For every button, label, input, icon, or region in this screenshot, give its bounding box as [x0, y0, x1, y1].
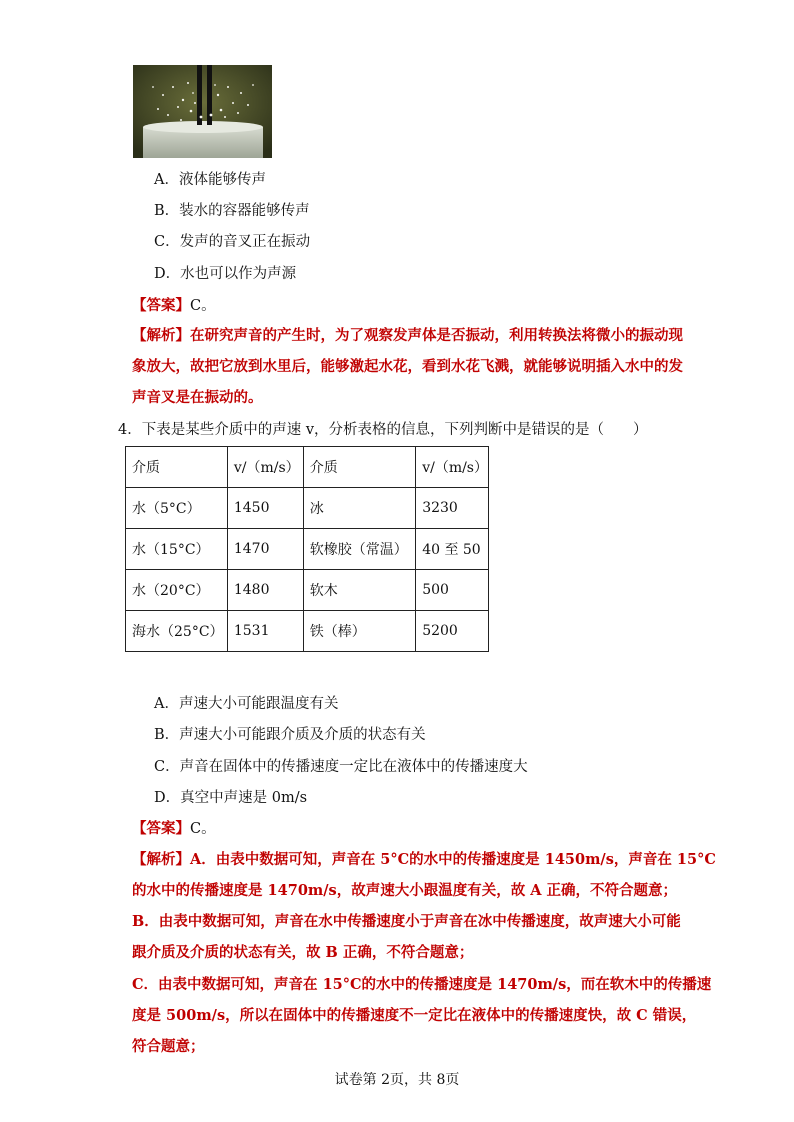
q4-analysis-line-5: C．由表中数据可知，声音在 15°C的水中的传播速度是 1470m/s，而在软木中的传播速 [132, 976, 712, 993]
header-cell: v/（m/s） [416, 447, 489, 488]
table-cell: 3230 [416, 488, 489, 529]
table-cell: 水（15°C） [126, 529, 228, 570]
q3-option-c: C．发声的音叉正在振动 [154, 234, 311, 250]
table-cell: 1470 [227, 529, 303, 570]
answer-tag: 【答案】 [132, 820, 190, 837]
q3-option-a: A．液体能够传声 [154, 172, 266, 188]
page-footer: 试卷第 2页，共 8页 [334, 1072, 460, 1088]
table-cell: 冰 [303, 488, 415, 529]
table-cell: 水（20°C） [126, 570, 228, 611]
answer-tag: 【答案】 [132, 297, 190, 314]
table-cell: 水（5°C） [126, 488, 228, 529]
table-cell: 5200 [416, 611, 489, 652]
table-cell: 铁（棒） [303, 611, 415, 652]
table-cell: 软木 [303, 570, 415, 611]
q4-option-c: C．声音在固体中的传播速度一定比在液体中的传播速度大 [154, 759, 528, 775]
q4-answer [132, 819, 216, 839]
table-cell: 海水（25°C） [126, 611, 228, 652]
table-cell: 40 至 50 [416, 529, 489, 570]
header-cell: 介质 [126, 447, 228, 488]
q4-stem: 4．下表是某些介质中的声速 v，分析表格的信息，下列判断中是错误的是（ ） [118, 422, 648, 438]
table-cell: 500 [416, 570, 489, 611]
q3-analysis-line-1: 【解析】在研究声音的产生时，为了观察发声体是否振动，利用转换法将微小的振动现 [132, 327, 683, 344]
table-cell: 软橡胶（常温） [303, 529, 415, 570]
q4-analysis-line-4: 跟介质及介质的状态有关，故 B 正确，不符合题意； [132, 944, 474, 961]
table-cell: 1531 [227, 611, 303, 652]
q4-analysis-line-6: 度是 500m/s，所以在固体中的传播速度不一定比在液体中的传播速度快，故 C 错误， [132, 1007, 697, 1024]
table-row [126, 611, 489, 652]
sound-speed-table [125, 446, 489, 652]
table-row [126, 570, 489, 611]
q4-option-a: A．声速大小可能跟温度有关 [154, 696, 339, 712]
answer-value: C。 [190, 298, 216, 314]
header-cell: v/（m/s） [227, 447, 303, 488]
q4-analysis-line-2: 的水中的传播速度是 1470m/s，故声速大小跟温度有关，故 A 正确，不符合题意； [132, 882, 678, 899]
q4-analysis-line-1: 【解析】A．由表中数据可知，声音在 5°C的水中的传播速度是 1450m/s，声音在 15°C [132, 851, 716, 868]
header-cell: 介质 [303, 447, 415, 488]
q3-option-d: D．水也可以作为声源 [154, 266, 297, 282]
analysis-tag: 【解析】 [132, 851, 190, 868]
table-header-row [126, 447, 489, 488]
table-row [126, 529, 489, 570]
q4-option-b: B．声速大小可能跟介质及介质的状态有关 [154, 727, 426, 743]
tuning-fork-water-photo [133, 65, 272, 158]
q4-analysis-line-7: 符合题意； [132, 1038, 205, 1055]
q3-analysis-line-3: 声音叉是在振动的。 [132, 389, 263, 406]
q4-option-d: D．真空中声速是 0m/s [154, 790, 308, 806]
analysis-tag: 【解析】 [132, 327, 190, 344]
q3-analysis-line-2: 象放大，故把它放到水里后，能够激起水花，看到水花飞溅，就能够说明插入水中的发 [132, 358, 683, 375]
table-cell: 1450 [227, 488, 303, 529]
q3-option-b: B．装水的容器能够传声 [154, 203, 310, 219]
table-cell: 1480 [227, 570, 303, 611]
q3-answer [132, 296, 216, 316]
answer-value: C。 [190, 821, 216, 837]
q4-analysis-line-3: B．由表中数据可知，声音在水中传播速度小于声音在冰中传播速度，故声速大小可能 [132, 913, 681, 930]
table-row [126, 488, 489, 529]
